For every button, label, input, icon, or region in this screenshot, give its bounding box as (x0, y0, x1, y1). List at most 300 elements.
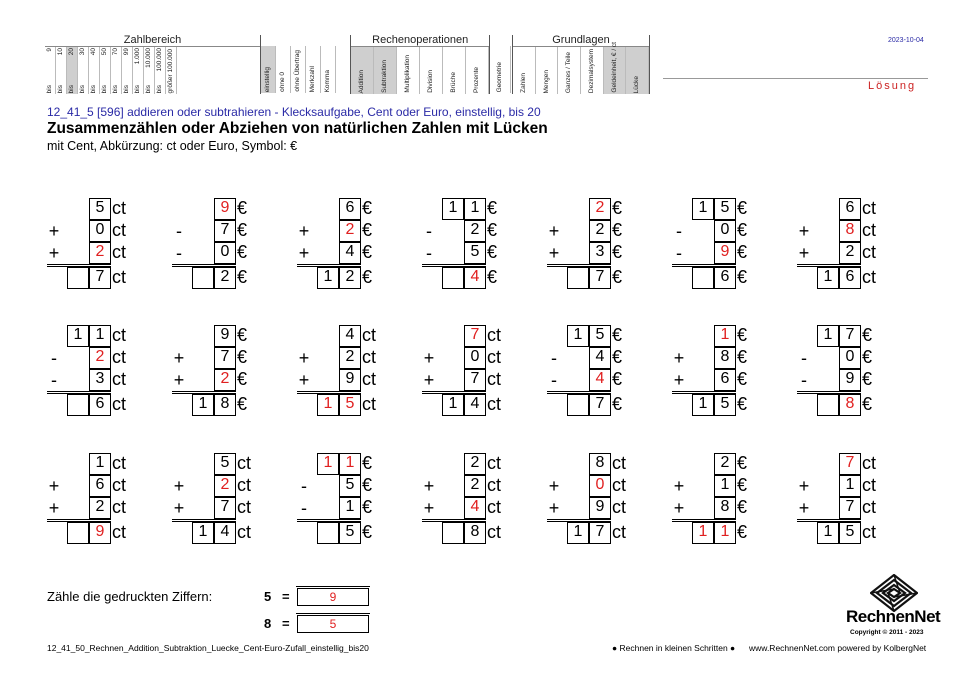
sum-line (797, 519, 861, 522)
feature-label: einstellig (264, 66, 272, 92)
digit-cell (317, 220, 339, 242)
digit-cell: 9 (589, 497, 611, 519)
digit-cell: 1 (714, 522, 736, 544)
group-columns (490, 46, 512, 93)
digit-cell (567, 242, 589, 264)
operator: + (173, 348, 185, 368)
footer-website[interactable]: www.RechnenNet.com powered by KolbergNet (749, 643, 927, 653)
range-column (111, 47, 122, 94)
operation-column (466, 47, 489, 94)
digit-cell: 2 (214, 369, 236, 391)
range-value: 20 (68, 48, 75, 56)
worksheet-title: Zusammenzählen oder Abziehen von natürlichen Zahlen mit Lücken (47, 120, 548, 137)
unit-label: ct (112, 497, 127, 517)
digit-cell: 1 (714, 325, 736, 347)
range-column (45, 47, 56, 94)
range-top (45, 48, 55, 76)
digit-cell: 2 (214, 475, 236, 497)
unit-label: ct (487, 453, 502, 473)
digit-cell: 1 (464, 198, 486, 220)
operator (45, 325, 63, 347)
operator (545, 453, 563, 475)
unit-label: € (487, 267, 498, 287)
operator (170, 198, 188, 220)
unit-label: € (237, 369, 248, 389)
digit-cell: 5 (589, 325, 611, 347)
range-prefix: bis (79, 84, 86, 93)
digit-cell: 5 (339, 522, 361, 544)
feature-column (276, 46, 291, 93)
digit-cell: 2 (589, 198, 611, 220)
problem (795, 453, 875, 543)
digit-cell: 8 (464, 522, 486, 544)
unit-label: € (862, 369, 873, 389)
digit-cell: 1 (339, 497, 361, 519)
problem (170, 325, 250, 415)
unit-label: € (612, 242, 623, 262)
group-grundlagen (513, 35, 650, 94)
digit-cell: 2 (839, 242, 861, 264)
digit-cell: 2 (339, 220, 361, 242)
unit-label: ct (362, 394, 377, 414)
operator (45, 453, 63, 475)
operator: + (548, 476, 560, 496)
digit-cell: 0 (464, 347, 486, 369)
digit-cell: 1 (317, 453, 339, 475)
unit-label: € (862, 347, 873, 367)
basics-column (626, 47, 649, 94)
unit-label: € (237, 394, 248, 414)
digit-cell: 1 (692, 394, 714, 416)
range-column (67, 47, 78, 94)
operator: + (298, 221, 310, 241)
sum-line (797, 391, 861, 394)
digit-cell: 5 (339, 475, 361, 497)
geometry-column (490, 46, 511, 93)
operator: + (298, 243, 310, 263)
problem (295, 198, 375, 288)
range-bottom (67, 77, 77, 93)
range-column (89, 47, 100, 94)
digit-cell: 2 (339, 347, 361, 369)
range-bottom (56, 77, 66, 93)
digit-cell (192, 242, 214, 264)
range-column (133, 47, 144, 94)
operator: + (173, 498, 185, 518)
unit-label: € (612, 220, 623, 240)
unit-label: € (362, 475, 373, 495)
operator: + (423, 348, 435, 368)
operation-column (397, 47, 420, 94)
basics-bottom (626, 49, 648, 93)
range-prefix: bis (156, 84, 163, 93)
range-column (155, 47, 166, 94)
group-columns (513, 42, 649, 94)
digit-cell: 6 (839, 267, 861, 289)
digit-cell (67, 475, 89, 497)
operator: + (298, 348, 310, 368)
digit-cell: 4 (214, 522, 236, 544)
range-top (89, 48, 99, 76)
digit-cell: 1 (317, 394, 339, 416)
unit-label: € (612, 267, 623, 287)
count-digit: 5 (264, 589, 272, 604)
operator (545, 198, 563, 220)
operator: - (426, 221, 432, 241)
basics-bottom (513, 49, 535, 93)
range-bottom (155, 77, 165, 93)
operator: + (548, 243, 560, 263)
operation-bottom (443, 49, 465, 93)
range-value: 100.000 (156, 48, 163, 72)
digit-cell: 1 (192, 522, 214, 544)
digit-cell: 9 (214, 325, 236, 347)
operator: + (48, 221, 60, 241)
unit-label: ct (237, 475, 252, 495)
operator: - (301, 476, 307, 496)
basics-label: Ganzes / Teile (565, 51, 573, 93)
operator: - (551, 348, 557, 368)
unit-label: ct (487, 347, 502, 367)
operator (670, 325, 688, 347)
operation-label: Addition (358, 69, 366, 93)
group-title: Zahlbereich (45, 35, 260, 47)
basics-bottom (604, 42, 626, 93)
digit-cell: 2 (714, 453, 736, 475)
digit-cell: 0 (214, 242, 236, 264)
range-bottom (144, 77, 154, 93)
digit-cell (567, 347, 589, 369)
unit-label: € (487, 242, 498, 262)
digit-cell: 2 (89, 242, 111, 264)
digit-cell: 8 (714, 497, 736, 519)
digit-cell: 6 (839, 198, 861, 220)
digit-cell: 9 (839, 369, 861, 391)
range-prefix: bis (101, 84, 108, 93)
unit-label: € (737, 347, 748, 367)
feature-label: ohne Übertrag (294, 50, 302, 92)
group-title-empty (261, 35, 350, 46)
unit-label: ct (862, 475, 877, 495)
digit-cell: 5 (214, 453, 236, 475)
digit-cell: 7 (589, 267, 611, 289)
digit-cell: 1 (89, 453, 111, 475)
unit-label: € (487, 198, 498, 218)
unit-label: € (237, 220, 248, 240)
digit-cell (567, 198, 589, 220)
digit-cell (192, 325, 214, 347)
range-value: 10 (57, 48, 64, 56)
digit-cell (692, 347, 714, 369)
digit-cell: 2 (464, 475, 486, 497)
digit-cell (67, 347, 89, 369)
sum-line (547, 264, 611, 267)
digit-cell (317, 198, 339, 220)
digit-cell: 0 (714, 220, 736, 242)
digit-cell: 2 (214, 267, 236, 289)
sum-line (422, 264, 486, 267)
operation-label: Multiplikation (404, 55, 412, 93)
feature-column (321, 46, 336, 93)
digit-cell: 7 (839, 453, 861, 475)
count-equals: = (282, 616, 290, 631)
unit-label: € (737, 394, 748, 414)
feature-column (291, 46, 306, 93)
digit-cell (692, 242, 714, 264)
sum-line (547, 519, 611, 522)
unit-label: ct (612, 475, 627, 495)
digit-cell (192, 453, 214, 475)
digit-cell: 1 (89, 325, 111, 347)
unit-label: ct (862, 220, 877, 240)
digit-cell (317, 347, 339, 369)
digit-cell (67, 497, 89, 519)
group-geometrie (490, 35, 513, 94)
unit-label: ct (862, 198, 877, 218)
operation-column (351, 47, 374, 94)
sum-line (297, 391, 361, 394)
operator: + (423, 370, 435, 390)
digit-cell (567, 267, 589, 289)
digit-cell (192, 267, 214, 289)
operation-label: Prozente (473, 66, 481, 93)
digit-cell (817, 198, 839, 220)
count-equals: = (282, 589, 290, 604)
range-prefix: bis (68, 84, 75, 93)
operation-bottom (420, 49, 442, 93)
unit-label: ct (112, 475, 127, 495)
group-zahlbereich (45, 35, 261, 94)
digit-cell (192, 475, 214, 497)
range-prefix: bis (145, 84, 152, 93)
digit-cell: 6 (339, 198, 361, 220)
range-top (78, 48, 88, 76)
range-top (155, 48, 165, 76)
digit-cell (442, 347, 464, 369)
range-value: 50 (101, 48, 108, 56)
range-bottom (122, 77, 132, 93)
operator (795, 453, 813, 475)
group-title: Rechenoperationen (351, 35, 489, 47)
unit-label: ct (112, 522, 127, 542)
digit-cell: 8 (839, 220, 861, 242)
digit-cell: 2 (464, 453, 486, 475)
problem (795, 198, 875, 288)
unit-label: € (362, 242, 373, 262)
range-column (144, 47, 155, 94)
basics-bottom (536, 49, 558, 93)
problem (295, 453, 375, 543)
range-value: 30 (79, 48, 86, 56)
digit-cell (192, 347, 214, 369)
operator (170, 453, 188, 475)
digit-cell: 4 (339, 325, 361, 347)
digit-cell: 4 (589, 369, 611, 391)
digit-cell: 4 (464, 497, 486, 519)
basics-label: Dezimalsystem (588, 48, 595, 93)
digit-cell: 9 (214, 198, 236, 220)
unit-label: € (237, 242, 248, 262)
unit-label: € (362, 522, 373, 542)
digit-cell (67, 394, 89, 416)
digit-cell: 1 (567, 522, 589, 544)
digit-cell: 0 (89, 220, 111, 242)
digit-cell (817, 497, 839, 519)
feature-bottom (261, 48, 275, 92)
digit-cell (317, 475, 339, 497)
operator: - (676, 221, 682, 241)
unit-label: ct (362, 325, 377, 345)
digit-cell: 7 (214, 497, 236, 519)
problem (670, 325, 750, 415)
basics-bottom (581, 49, 603, 93)
digit-cell (817, 347, 839, 369)
problem (45, 325, 125, 415)
unit-label: ct (237, 497, 252, 517)
range-top (133, 48, 143, 76)
range-bottom (89, 77, 99, 93)
operator: + (798, 498, 810, 518)
digit-cell (817, 369, 839, 391)
digit-cell (442, 325, 464, 347)
digit-cell: 1 (817, 267, 839, 289)
basics-label: Lücke (633, 75, 641, 93)
operator: + (798, 221, 810, 241)
unit-label: € (362, 497, 373, 517)
digit-cell: 0 (589, 475, 611, 497)
unit-label: ct (112, 325, 127, 345)
range-prefix: größer 100.000 (167, 48, 174, 93)
operation-column (374, 47, 397, 94)
problem (420, 198, 500, 288)
problem (545, 325, 625, 415)
operator (795, 198, 813, 220)
operator: + (798, 476, 810, 496)
digit-cell: 2 (589, 220, 611, 242)
operator: + (673, 370, 685, 390)
range-prefix: bis (123, 84, 130, 93)
unit-label: ct (862, 453, 877, 473)
operator: - (301, 498, 307, 518)
digit-cell (817, 475, 839, 497)
range-top (67, 48, 77, 76)
sum-line (172, 264, 236, 267)
unit-label: € (612, 347, 623, 367)
operation-column (420, 47, 443, 94)
range-bottom (111, 77, 121, 93)
date-label: 2023-10-04 (888, 37, 924, 44)
digit-cell: 9 (339, 369, 361, 391)
range-value: 1.000 (134, 48, 141, 65)
operation-bottom (397, 49, 419, 93)
unit-label: ct (112, 453, 127, 473)
unit-label: € (737, 497, 748, 517)
operation-bottom (351, 49, 373, 93)
digit-cell (192, 369, 214, 391)
problem (45, 453, 125, 543)
digit-cell (567, 475, 589, 497)
digit-cell: 5 (339, 394, 361, 416)
basics-column (604, 42, 627, 94)
logo-copyright: Copyright © 2011 - 2023 (850, 629, 924, 636)
feature-column (306, 46, 321, 93)
feature-label: Merkzahl (309, 65, 317, 92)
operator: - (426, 243, 432, 263)
count-answer-box[interactable]: 9 (297, 588, 369, 606)
basics-label: Geldeinheit, € / ct (610, 42, 618, 93)
operator (795, 325, 813, 347)
sum-line (172, 519, 236, 522)
digit-cell (692, 325, 714, 347)
digit-cell: 1 (692, 198, 714, 220)
digit-cell: 7 (589, 394, 611, 416)
range-value: 10.000 (145, 48, 152, 68)
operator: + (798, 243, 810, 263)
operator: + (423, 498, 435, 518)
digit-cell (67, 453, 89, 475)
operator (670, 198, 688, 220)
range-bottom (166, 49, 176, 93)
range-bottom (133, 77, 143, 93)
range-value: 70 (112, 48, 119, 56)
unit-label: ct (487, 497, 502, 517)
operator (670, 453, 688, 475)
unit-label: ct (487, 522, 502, 542)
range-column (56, 47, 67, 94)
digit-cell: 5 (89, 198, 111, 220)
operation-column (443, 47, 466, 94)
digit-cell (442, 453, 464, 475)
sum-line (47, 519, 111, 522)
footer-slogan: ● Rechnen in kleinen Schritten ● (612, 643, 736, 653)
unit-label: ct (487, 394, 502, 414)
unit-label: € (362, 198, 373, 218)
digit-cell: 8 (214, 394, 236, 416)
count-label: Zähle die gedruckten Ziffern: (47, 589, 213, 604)
digit-cell (692, 220, 714, 242)
count-answer-box[interactable]: 5 (297, 615, 369, 633)
basics-bottom (558, 49, 580, 93)
digit-cell: 7 (589, 522, 611, 544)
operator: + (673, 476, 685, 496)
digit-cell: 6 (714, 369, 736, 391)
digit-cell: 4 (589, 347, 611, 369)
digit-cell (567, 220, 589, 242)
operation-label: Subtraktion (381, 60, 389, 93)
digit-cell (67, 369, 89, 391)
operator (295, 453, 313, 475)
unit-label: ct (612, 453, 627, 473)
digit-cell: 3 (89, 369, 111, 391)
range-bottom (78, 77, 88, 93)
problem (545, 198, 625, 288)
digit-cell (567, 369, 589, 391)
operator (295, 325, 313, 347)
digit-cell: 1 (714, 475, 736, 497)
digit-cell (442, 522, 464, 544)
unit-label: € (612, 325, 623, 345)
group-title: Grundlagen (513, 35, 649, 47)
digit-cell (192, 497, 214, 519)
digit-cell: 6 (714, 267, 736, 289)
basics-column (581, 47, 604, 94)
digit-cell (67, 242, 89, 264)
digit-cell: 7 (464, 369, 486, 391)
digit-cell (817, 242, 839, 264)
digit-cell: 1 (817, 522, 839, 544)
digit-cell: 7 (839, 325, 861, 347)
digit-cell: 0 (839, 347, 861, 369)
